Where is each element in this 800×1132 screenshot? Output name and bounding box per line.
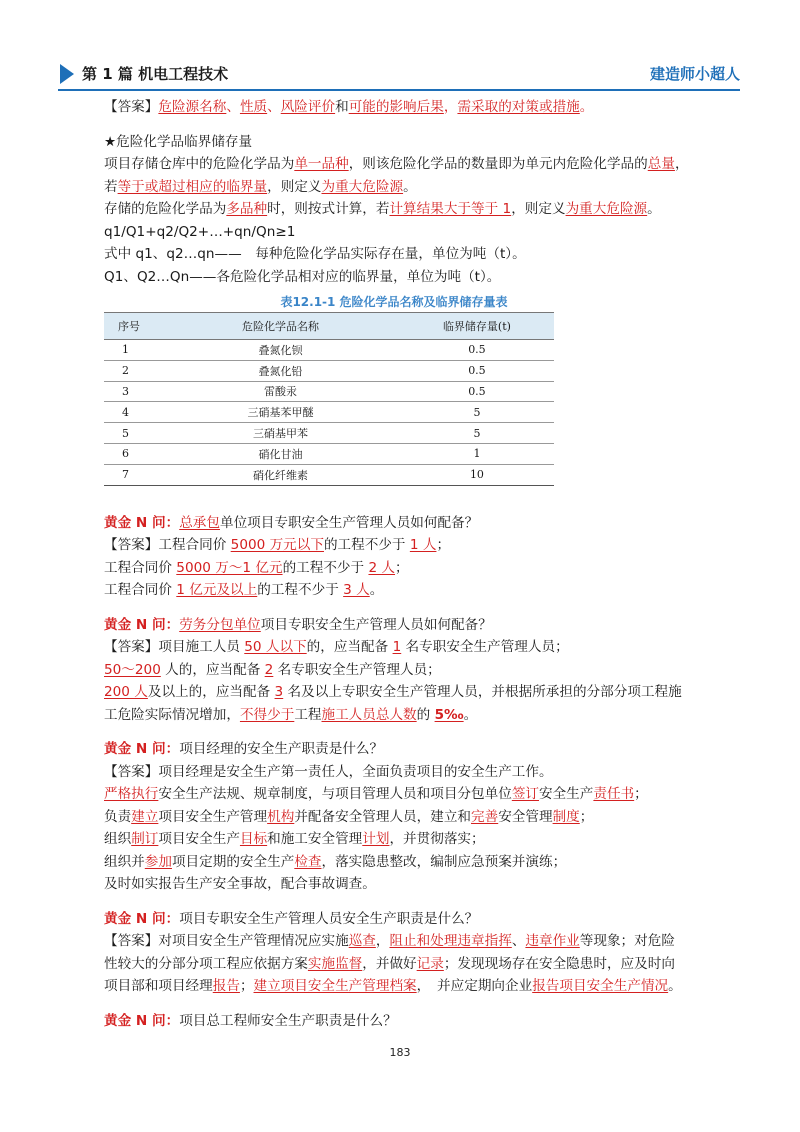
- question-text: 项目专职安全生产管理人员如何配备？: [260, 616, 492, 633]
- text: ，落实隐患整改，编制应急预案并演练；: [321, 853, 567, 870]
- table-row: [104, 360, 554, 381]
- formula: q1/Q1+q2/Q2+…+qn/Qn≥1: [104, 223, 296, 240]
- text: 的工程不少于: [323, 537, 410, 554]
- key-phrase: 2 人: [368, 559, 396, 576]
- table-cell: 2: [104, 360, 161, 381]
- question-line: [104, 512, 704, 535]
- text: 对项目安全生产管理情况应实施: [158, 933, 349, 950]
- text: 并配备安全管理人员，建立和: [294, 808, 472, 825]
- text: 的工程不少于: [282, 559, 369, 576]
- key-phrase: 总承包: [179, 514, 220, 531]
- answer-line: [104, 783, 704, 806]
- answer-red: 、: [226, 99, 240, 115]
- table-caption: 表12.1-1 危险化学品名称及临界储存量表: [280, 295, 508, 309]
- table-cell: 0.5: [400, 360, 554, 381]
- text: 项目安全生产: [158, 831, 240, 848]
- key-phrase: 200 人: [104, 684, 148, 701]
- page-header: [58, 60, 740, 90]
- text: 安全管理: [498, 808, 553, 825]
- key-phrase: 机构: [267, 808, 295, 825]
- answer-tag: 【答案】: [104, 99, 159, 115]
- table-header: 危险化学品名称: [161, 313, 400, 340]
- question-text: 单位项目专职安全生产管理人员如何配备？: [220, 514, 479, 531]
- table-row: [104, 443, 554, 464]
- text: 的: [416, 706, 435, 723]
- table-cell: 6: [104, 443, 161, 464]
- text: 时，则按式计算，若: [267, 201, 390, 217]
- answer-underlined: 需采取的对策或措施: [457, 99, 580, 115]
- text-line: [104, 176, 704, 199]
- gold-question-tag: 黄金 N 问：: [104, 741, 180, 758]
- answer-line: [104, 975, 704, 998]
- text: 若: [104, 178, 118, 195]
- text: 工危险实际情况增加，: [104, 706, 240, 723]
- key-phrase: 报告项目安全生产情况: [532, 978, 669, 995]
- brand-name: 建造师小超人: [649, 65, 740, 83]
- table-cell: 硝化纤维素: [161, 464, 400, 485]
- table-cell: 0.5: [400, 340, 554, 361]
- text: ，: [674, 156, 689, 172]
- key-phrase: 施工人员总人数: [321, 706, 417, 723]
- text: 工程合同价: [104, 559, 177, 576]
- text: 。: [668, 978, 682, 995]
- gold-question-tag: 黄金 N 问：: [104, 910, 180, 927]
- key-phrase: 单一品种: [294, 156, 349, 172]
- text: ， 并应定期向企业: [416, 978, 533, 995]
- text: 性较大的分部分项工程应依据方案: [104, 955, 308, 972]
- key-phrase: 阻止和处理违章指挥: [389, 933, 512, 950]
- key-phrase: 50～200: [104, 661, 161, 678]
- section-heading: ★危险化学品临界储存量: [104, 133, 253, 150]
- answer-line: [104, 557, 704, 580]
- question-text: 项目总工程师安全生产职责是什么？: [179, 1012, 397, 1029]
- text: 。: [369, 582, 384, 599]
- text-line: [104, 198, 704, 221]
- answer-tag: 【答案】: [104, 537, 159, 554]
- table-cell: 硝化甘油: [161, 443, 400, 464]
- question-line: [104, 1010, 704, 1033]
- text: 及以上的，应当配备: [147, 684, 275, 701]
- text: 名专职安全生产管理人员；: [401, 639, 569, 656]
- key-phrase: 责任书: [593, 786, 635, 803]
- text: ，: [375, 933, 390, 950]
- key-phrase: 不得少于: [239, 706, 295, 723]
- answer-line: [104, 828, 704, 851]
- chapter-title: 第 1 篇 机电工程技术: [82, 65, 229, 83]
- key-phrase: 实施监督: [307, 955, 363, 972]
- page-number: 183: [389, 1046, 411, 1059]
- text: 项目经理是安全生产第一责任人，全面负责项目的安全生产工作。: [158, 763, 553, 780]
- text: ；: [239, 978, 254, 995]
- question-line: [104, 738, 704, 761]
- key-phrase: 巡查: [348, 933, 376, 950]
- table-cell: 3: [104, 381, 161, 402]
- text: 项目部和项目经理: [104, 978, 213, 995]
- key-phrase: 3: [274, 684, 284, 701]
- answer-line: [104, 953, 704, 976]
- text: 名及以上专职安全生产管理人员，并根据所承担的分部分项工程施: [283, 684, 682, 701]
- key-phrase: 多品种: [226, 201, 268, 217]
- table-cell: 10: [400, 464, 554, 485]
- key-phrase: 5000 万～1 亿元: [176, 559, 283, 576]
- text-line: [104, 153, 704, 176]
- table-header-row: [104, 313, 554, 340]
- text: 的，应当配备: [306, 639, 393, 656]
- answer-red: 。: [579, 99, 594, 115]
- text: ，则定义: [267, 178, 322, 195]
- page-body: [104, 96, 704, 1032]
- key-phrase: 目标: [239, 831, 268, 848]
- text: 项目安全生产管理: [158, 808, 268, 825]
- table-cell: 雷酸汞: [161, 381, 400, 402]
- table-cell: 0.5: [400, 381, 554, 402]
- answer-underlined: 危险源名称: [158, 99, 227, 115]
- answer-tag: 【答案】: [104, 639, 159, 656]
- table-cell: 5: [400, 402, 554, 423]
- text: 组织: [104, 831, 132, 848]
- key-phrase: 制度: [552, 808, 580, 825]
- text: ；: [579, 808, 594, 825]
- key-phrase: 为重大危险源: [565, 201, 648, 217]
- table-cell: 1: [400, 443, 554, 464]
- key-phrase: 1 亿元及以上: [176, 582, 258, 599]
- answer-line: [104, 851, 704, 874]
- key-phrase: 1: [392, 639, 402, 656]
- table-header: 临界储存量(t): [400, 313, 554, 340]
- answer-line: [104, 806, 704, 829]
- text: 、: [511, 933, 526, 950]
- key-phrase: 5‰: [434, 706, 464, 723]
- definition: Q1、Q2…Qn——各危险化学品相对应的临界量，单位为吨（t）。: [104, 268, 501, 285]
- text: 名专职安全生产管理人员；: [273, 661, 441, 678]
- answer-text: 和: [335, 99, 349, 115]
- key-phrase: 建立项目安全生产管理档案: [253, 978, 417, 995]
- answer-line: [104, 96, 704, 119]
- key-phrase: 制订: [131, 831, 159, 848]
- key-phrase: 等于或超过相应的临界量: [117, 178, 268, 195]
- text: 。: [647, 201, 661, 217]
- answer-line: [104, 930, 704, 953]
- question-line: [104, 614, 704, 637]
- answer-tag: 【答案】: [104, 763, 159, 780]
- answer-line: 及时如实报告生产安全事故，配合事故调查。: [104, 876, 376, 893]
- table-cell: 叠氮化铅: [161, 360, 400, 381]
- key-phrase: 50 人以下: [244, 639, 307, 656]
- text: 工程: [294, 706, 322, 723]
- definition: 式中 q1、q2…qn—— 每种危险化学品实际存在量，单位为吨（t）。: [104, 246, 526, 262]
- text: ；: [395, 559, 409, 576]
- text: 项目施工人员: [158, 639, 245, 656]
- key-phrase: 劳务分包单位: [179, 616, 261, 633]
- table-row: [104, 464, 554, 485]
- answer-line: [104, 579, 704, 602]
- text: 的工程不少于: [257, 582, 344, 599]
- table-cell: 5: [104, 423, 161, 444]
- key-phrase: 建立: [131, 808, 159, 825]
- table-cell: 4: [104, 402, 161, 423]
- key-phrase: 参加: [144, 853, 172, 870]
- answer-line: [104, 534, 704, 557]
- text: ；: [436, 537, 451, 554]
- text: 项目定期的安全生产: [171, 853, 295, 870]
- answer-line: [104, 761, 704, 784]
- key-phrase: 签订: [511, 786, 539, 803]
- text: 项目存储仓库中的危险化学品为: [104, 156, 295, 172]
- text: 安全生产: [539, 786, 594, 803]
- answer-tag: 【答案】: [104, 933, 159, 950]
- key-phrase: 总量: [647, 156, 675, 172]
- text: ，则该危险化学品的数量即为单元内危险化学品的: [348, 156, 648, 172]
- key-phrase: 5000 万元以下: [230, 537, 324, 554]
- table-row: [104, 340, 554, 361]
- key-phrase: 记录: [416, 955, 444, 972]
- key-phrase: 3 人: [343, 582, 370, 599]
- text: ，并做好: [362, 955, 417, 972]
- key-phrase: 2: [264, 661, 274, 678]
- table-row: [104, 423, 554, 444]
- gold-question-tag: 黄金 N 问：: [104, 1012, 180, 1029]
- answer-line: [104, 636, 704, 659]
- chapter-triangle-icon: [60, 64, 74, 84]
- text: 和施工安全管理: [267, 831, 363, 848]
- key-phrase: 完善: [471, 808, 499, 825]
- text: 工程合同价: [158, 537, 231, 554]
- answer-line: [104, 704, 704, 727]
- text: 存储的危险化学品为: [104, 201, 227, 217]
- question-line: [104, 908, 704, 931]
- question-text: 项目专职安全生产管理人员安全生产职责是什么？: [179, 910, 479, 927]
- header-rule: [58, 89, 740, 91]
- gold-question-tag: 黄金 N 问：: [104, 616, 180, 633]
- answer-line: [104, 659, 704, 682]
- key-phrase: 违章作业: [525, 933, 580, 950]
- text: 等现象；对危险: [579, 933, 675, 950]
- answer-underlined: 风险评价: [280, 99, 336, 115]
- table-row: [104, 402, 554, 423]
- key-phrase: 计算结果大于等于 1: [389, 201, 512, 217]
- hazard-table: [104, 312, 554, 486]
- text: 工程合同价: [104, 582, 177, 599]
- question-text: 项目经理的安全生产职责是什么？: [179, 741, 384, 758]
- text: 人的，应当配备: [160, 661, 265, 678]
- key-phrase: 报告: [212, 978, 240, 995]
- text: ，并贯彻落实；: [389, 831, 485, 848]
- table-cell: 1: [104, 340, 161, 361]
- answer-red: ，: [443, 99, 458, 115]
- key-phrase: 1 人: [409, 537, 437, 554]
- text: ；: [634, 786, 648, 803]
- gold-question-tag: 黄金 N 问：: [104, 514, 180, 531]
- text: 安全生产法规、规章制度，与项目管理人员和项目分包单位: [158, 786, 512, 803]
- table-cell: 5: [400, 423, 554, 444]
- text: 。: [463, 706, 478, 723]
- key-phrase: 为重大危险源: [321, 178, 404, 195]
- answer-underlined: 性质: [239, 99, 268, 115]
- table-row: [104, 381, 554, 402]
- answer-line: [104, 681, 704, 704]
- text: 。: [403, 178, 417, 195]
- table-cell: 7: [104, 464, 161, 485]
- key-phrase: 计划: [362, 831, 390, 848]
- table-cell: 叠氮化钡: [161, 340, 400, 361]
- key-phrase: 检查: [294, 853, 322, 870]
- key-phrase: 严格执行: [104, 786, 159, 803]
- text: ，则定义: [511, 201, 566, 217]
- table-cell: 三硝基甲苯: [161, 423, 400, 444]
- text: ；发现现场存在安全隐患时，应及时向: [443, 955, 675, 972]
- answer-red: 、: [267, 99, 281, 115]
- text: 负责: [104, 808, 132, 825]
- text: 组织并: [104, 853, 145, 870]
- table-cell: 三硝基苯甲醚: [161, 402, 400, 423]
- table-header: 序号: [104, 313, 161, 340]
- answer-underlined: 可能的影响后果: [348, 99, 444, 115]
